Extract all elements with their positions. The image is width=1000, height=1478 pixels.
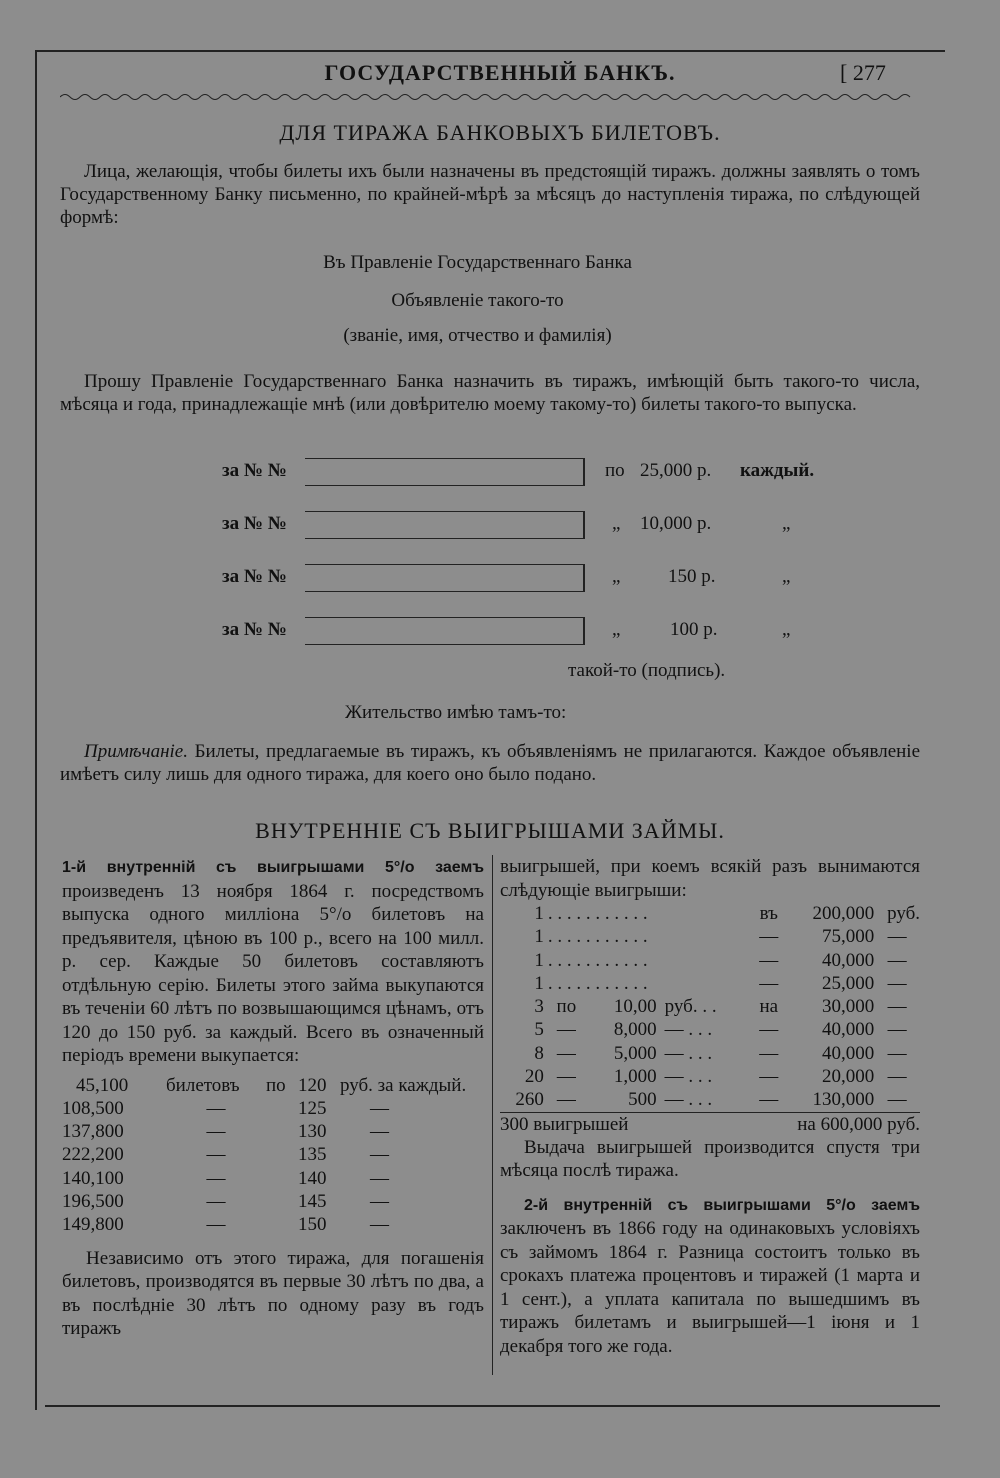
form-amount: 10,000 р. <box>640 513 712 534</box>
table-cell: — <box>759 1089 779 1111</box>
table-cell: 150 <box>298 1214 327 1236</box>
table-cell: — <box>556 1066 576 1088</box>
table-cell: 40,000 <box>822 1019 875 1041</box>
table-cell: — <box>759 949 779 971</box>
table-cell: — . . . <box>664 1066 713 1088</box>
table-row <box>500 1065 920 1088</box>
table-cell: — <box>206 1097 226 1119</box>
table-cell: 200,000 <box>812 903 875 924</box>
table-row <box>500 1018 920 1041</box>
prize-table <box>500 902 920 1136</box>
table-cell: — <box>370 1214 389 1236</box>
right-column <box>500 855 920 1358</box>
table-cell: . . . . . . . . . . . <box>547 926 648 948</box>
form-suffix: „ <box>782 619 791 640</box>
loan2-text: заключенъ въ 1866 году на одинаковыхъ условіяхъ съ займомъ 1864 г. Разница состоитъ только въ срокахъ платежа процентовъ и тиражей (1 марта и 1 сент.), а уплата капитала по вышедшимъ въ тиражъ билетамъ и выигрышей—1 іюня и 1 декабря того же года. <box>500 1218 920 1357</box>
running-header: ГОСУДАРСТВЕННЫЙ БАНКЪ. <box>324 60 676 85</box>
table-cell: 10,00 <box>613 996 657 1018</box>
table-cell: . . . . . . . . . . . <box>547 949 648 971</box>
table-cell: 130 <box>298 1121 327 1143</box>
table-cell: — <box>370 1190 389 1212</box>
table-cell: 500 <box>628 1089 657 1111</box>
table-cell: 20,000 <box>822 1066 875 1088</box>
form-amount: 100 р. <box>670 619 718 640</box>
table-cell: 20 <box>524 1066 544 1088</box>
form-prefix: „ <box>612 619 621 640</box>
table-cell: 140 <box>298 1167 327 1189</box>
table-cell: — <box>206 1190 226 1212</box>
table-row <box>62 1213 482 1236</box>
table-cell: — <box>759 926 779 948</box>
loan1-text: произведенъ 13 ноября 1864 г. посредствомъ выпуска одного милліона 5°/о билетовъ на предъявителя, цѣною въ 100 р., всего на 100 милл. р. сер. Каждые 50 билетовъ составляютъ отдѣльную серію. Билеты этого займа выкупаются въ теченіи 60 лѣтъ по возвышающимся цѣнамъ, отъ 120 до 150 руб. за каждый. Всего въ означенный періодъ времени выкупается: <box>62 880 484 1066</box>
table-cell: билетовъ <box>166 1074 240 1096</box>
table-row <box>500 925 920 948</box>
table-row <box>500 1088 920 1112</box>
table-cell: — <box>759 1042 779 1064</box>
residence-line: Жительство имѣю тамъ-то: <box>345 702 567 723</box>
table-cell: руб. <box>887 903 920 924</box>
declaration-line: Объявленіе такого-то <box>391 290 564 311</box>
payout-note: Выдача выигрышей производится спустя три мѣсяца послѣ тиража. <box>500 1136 920 1182</box>
table-row <box>62 1097 482 1120</box>
table-cell: 145 <box>298 1190 327 1212</box>
table-row <box>62 1167 482 1190</box>
loan2-heading: 2-й внутренній съ выигрышами 5°/о заемъ <box>524 1196 920 1214</box>
table-cell: 75,000 <box>822 926 875 948</box>
table-cell: по <box>266 1074 286 1096</box>
form-prefix: „ <box>612 566 621 587</box>
table-cell: 1 <box>534 926 544 948</box>
table-cell: — <box>556 1019 576 1041</box>
table-cell: — <box>759 1066 779 1088</box>
identity-line: (званіе, имя, отчество и фамилія) <box>343 325 612 346</box>
table-cell: — <box>206 1214 226 1236</box>
addressee-line: Въ Правленіе Государственнаго Банка <box>323 252 632 273</box>
section-title-prize-loans: ВНУТРЕННІЕ СЪ ВЫИГРЫШАМИ ЗАЙМЫ. <box>255 818 725 843</box>
loan1-heading: 1-й внутренній съ выигрышами 5°/о заемъ <box>62 859 484 876</box>
form-amount: 150 р. <box>668 566 716 587</box>
prizes-intro: выигрышей, при коемъ всякій разъ вынимаются слѣдующіе выигрыши: <box>500 856 920 901</box>
table-cell: 8 <box>534 1042 544 1064</box>
form-prefix: по <box>605 460 625 481</box>
table-cell: 40,000 <box>822 949 875 971</box>
table-cell: — <box>370 1121 389 1143</box>
table-cell: — <box>556 1089 576 1111</box>
table-cell: — <box>887 1042 907 1064</box>
table-cell: — <box>887 1066 907 1088</box>
table-cell: — <box>759 1019 779 1041</box>
table-cell: на 600,000 руб. <box>752 1112 920 1136</box>
table-cell: 130,000 <box>812 1089 875 1111</box>
table-cell: — <box>370 1097 389 1119</box>
table-cell: — . . . <box>664 1089 713 1111</box>
table-total-row <box>500 1112 920 1136</box>
table-cell: въ <box>759 903 778 924</box>
table-row <box>500 902 920 925</box>
table-row <box>62 1120 482 1143</box>
table-cell: 137,800 <box>62 1121 124 1143</box>
table-cell: 1 <box>534 972 544 994</box>
table-cell: 196,500 <box>62 1190 124 1212</box>
table-row <box>62 1074 482 1097</box>
table-cell: 5 <box>534 1019 544 1041</box>
form-label: за № № <box>222 460 287 481</box>
form-suffix: „ <box>782 566 791 587</box>
ticket-number-blank[interactable] <box>305 564 585 592</box>
table-cell: 140,100 <box>62 1167 124 1189</box>
table-cell: — <box>370 1167 389 1189</box>
table-cell: 25,000 <box>822 972 875 994</box>
table-cell: — <box>887 996 907 1018</box>
table-cell: 45,100 <box>76 1074 129 1096</box>
section-title-ticket-draw: ДЛЯ ТИРАЖА БАНКОВЫХЪ БИЛЕТОВЪ. <box>279 120 721 145</box>
table-row <box>500 1042 920 1065</box>
table-cell: 1,000 <box>613 1066 657 1088</box>
form-label: за № № <box>222 566 287 587</box>
table-cell: 1 <box>534 903 544 924</box>
table-cell: — <box>887 926 907 948</box>
table-cell: — . . . <box>664 1019 713 1041</box>
table-cell: — <box>759 972 779 994</box>
table-cell: по <box>556 996 577 1018</box>
table-row <box>500 972 920 995</box>
table-cell: 135 <box>298 1144 327 1166</box>
table-row <box>500 995 920 1018</box>
loan2-paragraph <box>500 1193 920 1359</box>
table-cell: на <box>759 996 779 1018</box>
note-label: Примѣчаніе. <box>84 741 188 762</box>
note-paragraph <box>60 740 920 786</box>
table-cell: 125 <box>298 1097 327 1119</box>
table-cell: 1 <box>534 949 544 971</box>
ticket-number-blank[interactable] <box>305 458 585 486</box>
table-cell: — <box>887 972 907 994</box>
table-cell: — <box>206 1167 226 1189</box>
table-cell: 40,000 <box>822 1042 875 1064</box>
note-text: Билеты, предлагаемые въ тиражъ, къ объявленіямъ не прилагаются. Каждое объявленіе имѣетъ силу лишь для одного тиража, для коего оно было подано. <box>60 741 921 785</box>
table-cell: 149,800 <box>62 1214 124 1236</box>
request-paragraph: Прошу Правленіе Государственнаго Банка назначить въ тиражъ, имѣющій быть такого-то числа, мѣсяца и года, принадлежащіе мнѣ (или довѣрителю моему такому-то) билеты такого-то выпуска. <box>60 371 920 415</box>
table-cell: — <box>556 1042 576 1064</box>
loan1-paragraph <box>62 855 484 1068</box>
intro-paragraph: Лица, желающія, чтобы билеты ихъ были назначены въ предстоящій тиражъ. должны заявлять о томъ Государственному Банку письменно, по крайней-мѣрѣ за мѣсяцъ до наступленія тиража, по слѣдующей формѣ: <box>60 161 920 228</box>
form-suffix: „ <box>782 513 791 534</box>
ornamental-wavy-rule <box>60 92 915 102</box>
page-number: [ 277 <box>840 60 886 85</box>
table-cell: 3 <box>534 996 544 1018</box>
table-cell: — <box>887 1089 907 1111</box>
frame-bottom-rule <box>45 1405 940 1407</box>
table-row <box>500 949 920 972</box>
table-cell: 108,500 <box>62 1097 124 1119</box>
left-column <box>62 855 484 1341</box>
table-cell: . . . . . . . . . . . <box>547 972 648 994</box>
table-cell: — <box>206 1144 226 1166</box>
table-cell: 8,000 <box>613 1019 657 1041</box>
table-row <box>62 1190 482 1213</box>
table-cell: 5,000 <box>613 1042 657 1064</box>
frame-top-rule <box>35 50 945 52</box>
ticket-number-blank[interactable] <box>305 617 585 645</box>
table-cell: — <box>887 1019 907 1041</box>
table-cell: 260 <box>515 1089 544 1111</box>
redemption-table <box>62 1074 482 1237</box>
form-label: за № № <box>222 619 287 640</box>
table-cell: — <box>370 1144 389 1166</box>
ticket-number-blank[interactable] <box>305 511 585 539</box>
form-amount: 25,000 р. <box>640 460 712 481</box>
table-cell: — <box>206 1121 226 1143</box>
loan1-after-paragraph: Независимо отъ этого тиража, для погашенія билетовъ, производятся въ первые 30 лѣтъ по два, а въ послѣдніе 30 лѣтъ по одному разу въ годъ тиражъ <box>62 1247 484 1340</box>
table-cell: — <box>887 949 907 971</box>
signature-line: такой-то (подпись). <box>568 660 726 681</box>
table-cell: руб. . . <box>664 996 717 1018</box>
table-cell: — . . . <box>664 1042 713 1064</box>
table-cell: 300 выигрышей <box>500 1112 752 1136</box>
table-cell: 30,000 <box>822 996 875 1018</box>
table-cell: руб. за каждый. <box>340 1074 467 1096</box>
form-label: за № № <box>222 513 287 534</box>
column-divider <box>492 855 493 1375</box>
table-cell: . . . . . . . . . . . <box>547 903 648 924</box>
table-row <box>62 1143 482 1166</box>
table-cell: 120 <box>298 1074 327 1096</box>
form-suffix: каждый. <box>740 460 815 481</box>
table-cell: 222,200 <box>62 1144 124 1166</box>
form-prefix: „ <box>612 513 621 534</box>
